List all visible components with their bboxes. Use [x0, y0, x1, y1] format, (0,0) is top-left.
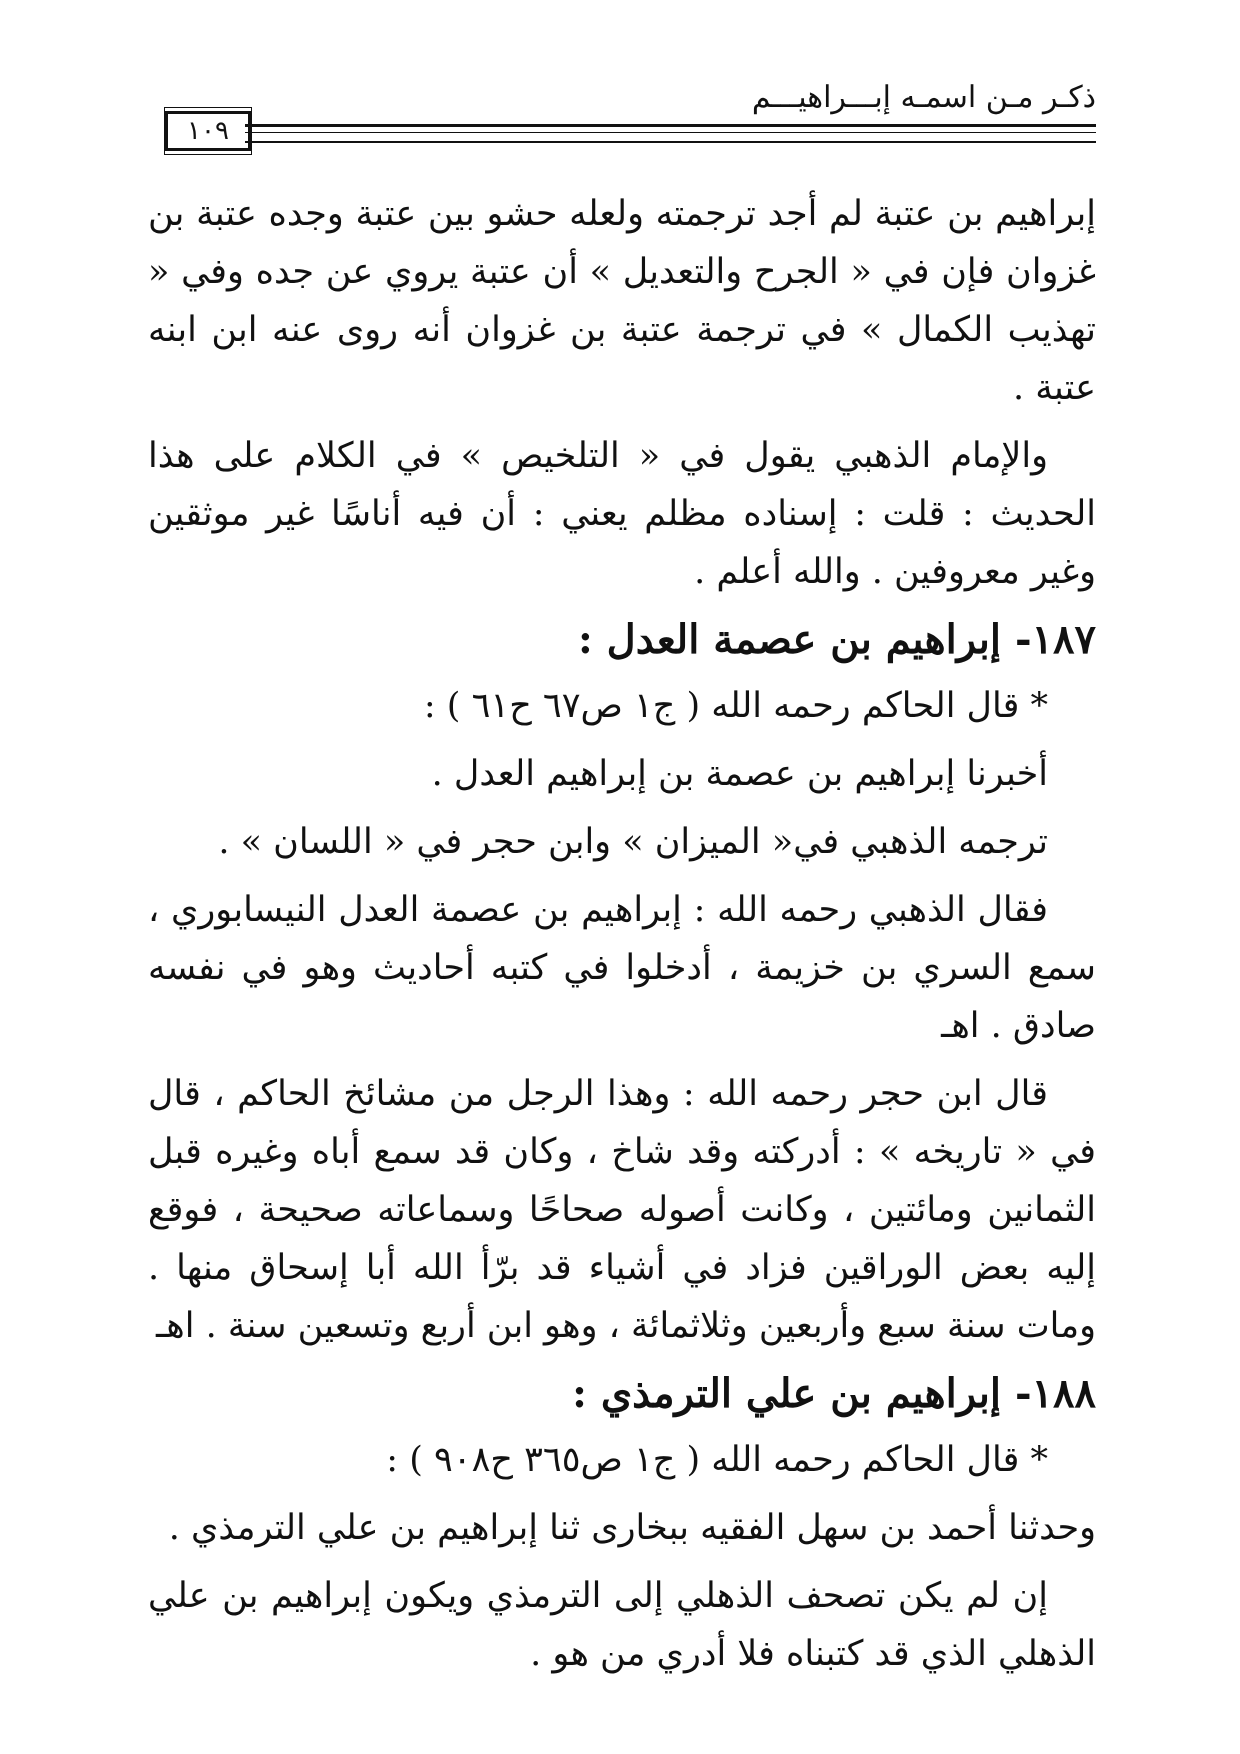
- citation-line: * قال الحاكم رحمه الله ( ج١ ص٣٦٥ ح٩٠٨ ) :: [386, 1440, 1048, 1480]
- entry-heading-187: ١٨٧- إبراهيم بن عصمة العدل :: [577, 616, 1096, 663]
- paragraph: والإمام الذهبي يقول في « التلخيص » في الكلام على هذا الحديث : قلت : إسناده مظلم يعني : أن فيه أناسًا غير موثقين وغير معروفين . والله أعلم .: [148, 436, 1096, 592]
- page-body: [148, 185, 1096, 1693]
- paragraph: قال ابن حجر رحمه الله : وهذا الرجل من مشائخ الحاكم ، قال في « تاريخه » : أدركته وقد شاخ ، وكان قد سمع أباه وغيره قبل الثمانين ومائتين ، وكانت أصوله صحاحًا وسماعاته صحيحة ، فوقع إليه بعض الوراقين فزاد في أشياء قد برّأ الله أبا إسحاق منها . ومات سنة سبع وأربعين وثلاثمائة ، وهو ابن أربع وتسعين سنة . اهـ: [148, 1074, 1096, 1346]
- citation-line: * قال الحاكم رحمه الله ( ج١ ص٦٧ ح٦١ ) :: [423, 686, 1048, 726]
- header-rule: [245, 124, 1096, 143]
- paragraph: أخبرنا إبراهيم بن عصمة بن إبراهيم العدل .: [431, 754, 1048, 794]
- paragraph: إن لم يكن تصحف الذهلي إلى الترمذي ويكون إبراهيم بن علي الذهلي الذي قد كتبناه فلا أدري من هو .: [148, 1576, 1096, 1674]
- paragraph: فقال الذهبي رحمه الله : إبراهيم بن عصمة العدل النيسابوري ، سمع السري بن خزيمة ، أدخلوا في كتبه أحاديث وهو في نفسه صادق . اهـ: [148, 890, 1096, 1046]
- paragraph: إبراهيم بن عتبة لم أجد ترجمته ولعله حشو بين عتبة وجده عتبة بن غزوان فإن في « الجرح والتعديل » أن عتبة يروي عن جده وفي « تهذيب الكمال » في ترجمة عتبة بن غزوان أنه روى عنه ابن ابنه عتبة .: [148, 194, 1096, 408]
- entry-heading-188: ١٨٨- إبراهيم بن علي الترمذي :: [572, 1370, 1096, 1417]
- paragraph: ترجمه الذهبي في« الميزان » وابن حجر في « اللسان » .: [218, 822, 1048, 862]
- page-number: ١٠٩: [165, 111, 251, 151]
- running-header-title: ذكـر مـن اسمـه إبـــراهيـــم: [751, 80, 1096, 115]
- paragraph: وحدثنا أحمد بن سهل الفقيه ببخارى ثنا إبراهيم بن علي الترمذي .: [168, 1508, 1096, 1548]
